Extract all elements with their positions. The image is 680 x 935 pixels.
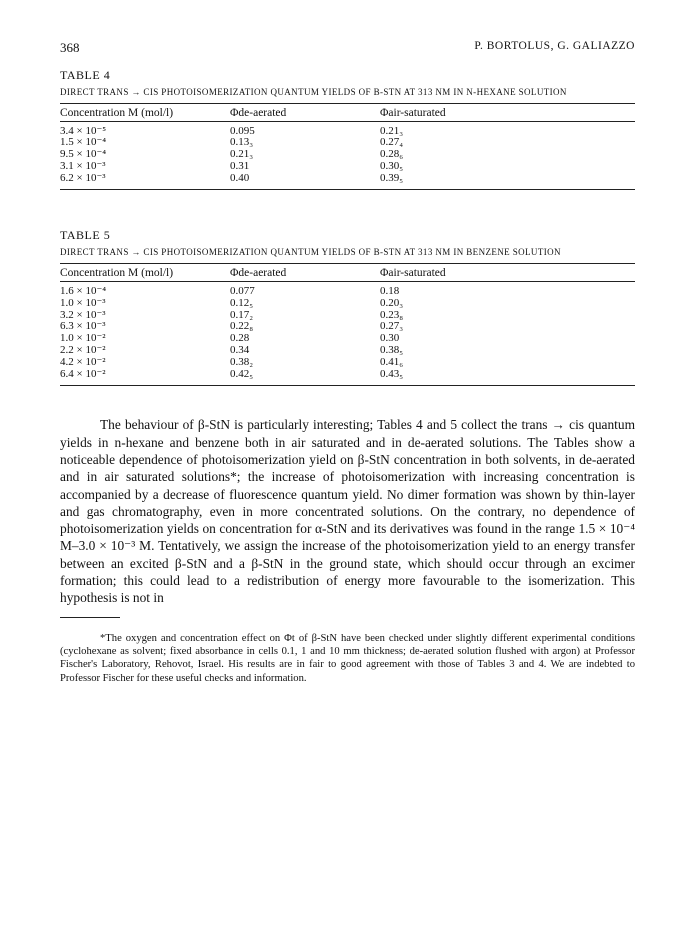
- table-row: [60, 298, 635, 310]
- data-table: [60, 263, 635, 386]
- footnote-rule: [60, 617, 120, 618]
- table-row: [60, 137, 635, 149]
- table-row: [60, 121, 635, 137]
- column-header: Φde-aerated: [230, 103, 380, 121]
- table-row: [60, 333, 635, 345]
- column-header: Φde-aerated: [230, 263, 380, 281]
- table-cell: 1.0 × 10⁻³: [60, 296, 106, 309]
- table-cell: 1.0 × 10⁻²: [60, 332, 106, 345]
- table-cell: 0.43₅: [380, 367, 404, 380]
- table-body: [60, 121, 635, 190]
- table-cell: 0.39₅: [380, 171, 404, 184]
- table-cell: 0.38₅: [380, 343, 404, 356]
- table-cell: 3.2 × 10⁻³: [60, 308, 106, 321]
- column-header: Φair-saturated: [380, 103, 635, 121]
- table-cell: 1.6 × 10⁻⁴: [60, 284, 107, 297]
- table-cell: 0.30₅: [380, 159, 404, 172]
- page-number: 368: [60, 40, 80, 55]
- table-cell: 0.41₆: [380, 355, 404, 368]
- table-cell: 6.2 × 10⁻³: [60, 171, 106, 184]
- running-head: P. BORTOLUS, G. GALIAZZO: [474, 40, 635, 52]
- table-cell: 0.13₃: [230, 136, 254, 149]
- table-cell: 0.077: [230, 284, 255, 297]
- table-row: [60, 345, 635, 357]
- table-row: [60, 149, 635, 161]
- table-cell: 0.23₈: [380, 308, 404, 321]
- table-body: [60, 281, 635, 385]
- table-cell: 0.22₈: [230, 320, 254, 333]
- table-cell: 0.17₂: [230, 308, 254, 321]
- table-row: [60, 173, 635, 190]
- table-caption: DIRECT TRANS → CIS PHOTOISOMERIZATION QUANTUM YIELDS OF Β-STN AT 313 NM IN BENZENE SOLUTION: [60, 247, 561, 258]
- table-title: TABLE 4: [60, 68, 111, 82]
- table-cell: 0.18: [380, 284, 400, 297]
- table-row: [60, 161, 635, 173]
- table-cell: 0.12₅: [230, 296, 254, 309]
- table-4: [60, 68, 635, 190]
- column-header: Φair-saturated: [380, 263, 635, 281]
- table-5: [60, 228, 635, 386]
- table-cell: 0.27₃: [380, 320, 404, 333]
- column-header: Concentration M (mol/l): [60, 263, 230, 281]
- body-paragraph: The behaviour of β-StN is particularly interesting; Tables 4 and 5 collect the trans → cis quantum yields in n-hexane and benzene both in air saturated and in de-aerated solutions. The Tables show a noticeable dependence of photoisomerization yield on β-StN concentration in both solvents, in de-aerated and in air saturated solutions*; the increase of photoisomerization with increasing concentration is accompanied by a decrease of fluorescence quantum yield. No dimer formation was shown by thin-layer and gas chromatography, even in more concentrated solutions. On the contrary, no dependence of photoisomerization yields on concentration for α-StN and its derivatives was found in the range 1.5 × 10⁻⁴ M–3.0 × 10⁻³ M. Tentatively, we assign the increase of the photoisomerization yield to an energy transfer between an excited β-StN and a β-StN in the ground state, which should occur through an excimer formation; this could lead to a redistribution of energy more favourable to the isomerization. This hypothesis is not in: [60, 417, 635, 606]
- table-cell: 0.42₅: [230, 367, 254, 380]
- table-cell: 0.30: [380, 332, 400, 345]
- table-cell: 0.20₃: [380, 296, 404, 309]
- column-header: Concentration M (mol/l): [60, 103, 230, 121]
- table-row: [60, 357, 635, 369]
- table-cell: 6.3 × 10⁻³: [60, 320, 106, 333]
- page: [60, 40, 635, 685]
- table-row: [60, 310, 635, 322]
- table-cell: 3.1 × 10⁻³: [60, 159, 106, 172]
- table-cell: 9.5 × 10⁻⁴: [60, 148, 107, 161]
- table-cell: 3.4 × 10⁻⁵: [60, 124, 107, 137]
- table-cell: 0.38₂: [230, 355, 254, 368]
- table-cell: 4.2 × 10⁻²: [60, 355, 106, 368]
- table-cell: 0.27₄: [380, 136, 404, 149]
- table-cell: 0.21₃: [380, 124, 404, 137]
- table-cell: 0.34: [230, 343, 250, 356]
- table-cell: 0.40: [230, 171, 250, 184]
- body-text: [60, 416, 635, 606]
- table-row: [60, 281, 635, 297]
- table-row: [60, 321, 635, 333]
- table-cell: 1.5 × 10⁻⁴: [60, 136, 107, 149]
- table-caption: DIRECT TRANS → CIS PHOTOISOMERIZATION QUANTUM YIELDS OF Β-STN AT 313 NM IN N-HEXANE SOLUTION: [60, 87, 567, 97]
- table-cell: 0.31: [230, 159, 250, 172]
- table-cell: 0.095: [230, 124, 255, 137]
- table-title: TABLE 5: [60, 228, 111, 243]
- table-cell: 6.4 × 10⁻²: [60, 367, 106, 380]
- footnote: [60, 632, 635, 685]
- table-row: [60, 369, 635, 386]
- table-cell: 0.28₆: [380, 148, 404, 161]
- table-cell: 2.2 × 10⁻²: [60, 343, 106, 356]
- table-cell: 0.21₃: [230, 148, 254, 161]
- data-table: [60, 103, 635, 191]
- table-cell: 0.28: [230, 332, 250, 345]
- footnote-text: *The oxygen and concentration effect on Φt of β-StN have been checked under slightly different experimental conditions (cyclohexane as solvent; fixed absorbance in cells 0.1, 1 and 10 mm thickness; de-aerated solution flushed with argon) at Professor Fischer's Laboratory, Rehovot, Israel. His results are in fair to good agreement with those of Tables 3 and 4. We are indebted to Professor Fischer for these useful checks and information.: [60, 632, 635, 684]
- page-header: [60, 40, 635, 56]
